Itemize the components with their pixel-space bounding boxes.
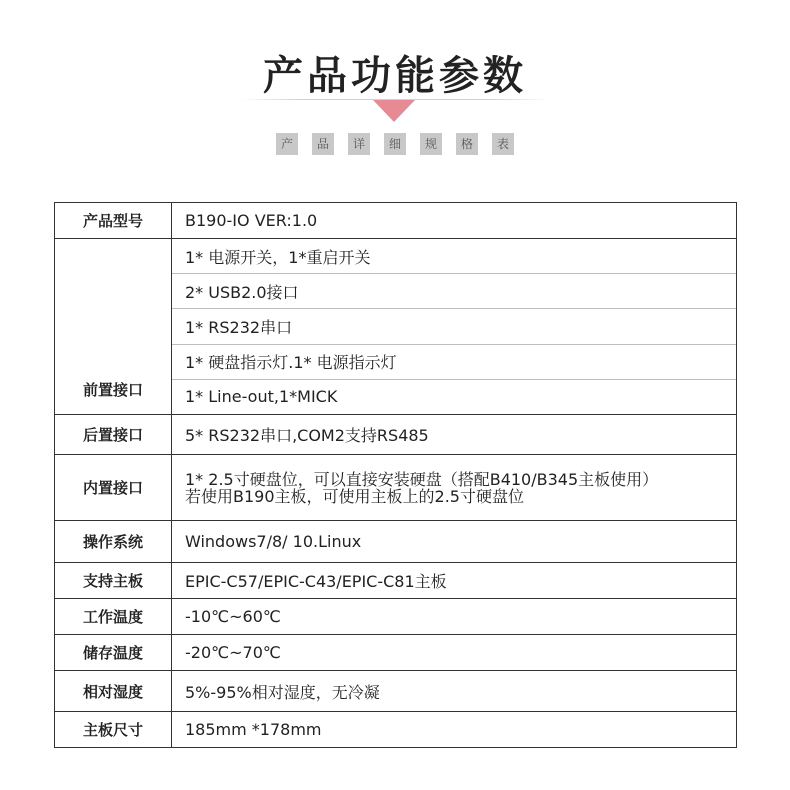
table-row [55,455,737,521]
row-value: 5* RS232串口,COM2支持RS485 [172,415,737,455]
row-value: EPIC-C57/EPIC-C43/EPIC-C81主板 [172,563,737,599]
table-row [55,563,737,599]
row-label: 操作系统 [55,521,172,563]
value-line: 1* 2.5寸硬盘位，可以直接安装硬盘（搭配B410/B345主板使用） [185,469,659,489]
list-item: 1* 电源开关，1*重启开关 [172,239,736,274]
row-label: 工作温度 [55,599,172,635]
row-label-cell [55,239,172,415]
row-label: 支持主板 [55,563,172,599]
row-value: 5%-95%相对湿度，无冷凝 [172,671,737,712]
list-item: 1* Line-out,1*MICK [172,380,736,414]
row-value: B190-IO VER:1.0 [172,203,737,239]
table-row [55,203,737,239]
row-label: 主板尺寸 [55,712,172,748]
row-label: 相对湿度 [55,671,172,712]
row-value: 185mm *178mm [172,712,737,748]
table-row [55,671,737,712]
list-item: 1* 硬盘指示灯.1* 电源指示灯 [172,345,736,380]
table-row [55,599,737,635]
row-label: 产品型号 [55,203,172,239]
row-value: -10℃~60℃ [172,599,737,635]
row-label: 储存温度 [55,635,172,671]
table-row [55,239,737,415]
row-label: 内置接口 [55,455,172,521]
spec-table [54,202,737,748]
subtitle [0,133,790,155]
subtitle-char: 表 [492,133,514,155]
subtitle-char: 细 [384,133,406,155]
list-item: 2* USB2.0接口 [172,274,736,309]
row-value: Windows7/8/ 10.Linux [172,521,737,563]
table-row [55,635,737,671]
table-row [55,415,737,455]
subtitle-char: 品 [312,133,334,155]
table-row [55,712,737,748]
front-interface-list [172,239,737,415]
subtitle-char: 产 [276,133,298,155]
row-value [172,455,737,521]
row-label: 前置接口 [82,381,143,399]
down-triangle-icon [373,100,415,122]
value-line: 若使用B190主板，可使用主板上的2.5寸硬盘位 [185,486,524,506]
row-value: -20℃~70℃ [172,635,737,671]
table-row [55,521,737,563]
subtitle-char: 规 [420,133,442,155]
subtitle-char: 格 [456,133,478,155]
page-title: 产品功能参数 [263,53,527,99]
list-item: 1* RS232串口 [172,309,736,344]
subtitle-char: 详 [348,133,370,155]
row-label: 后置接口 [55,415,172,455]
